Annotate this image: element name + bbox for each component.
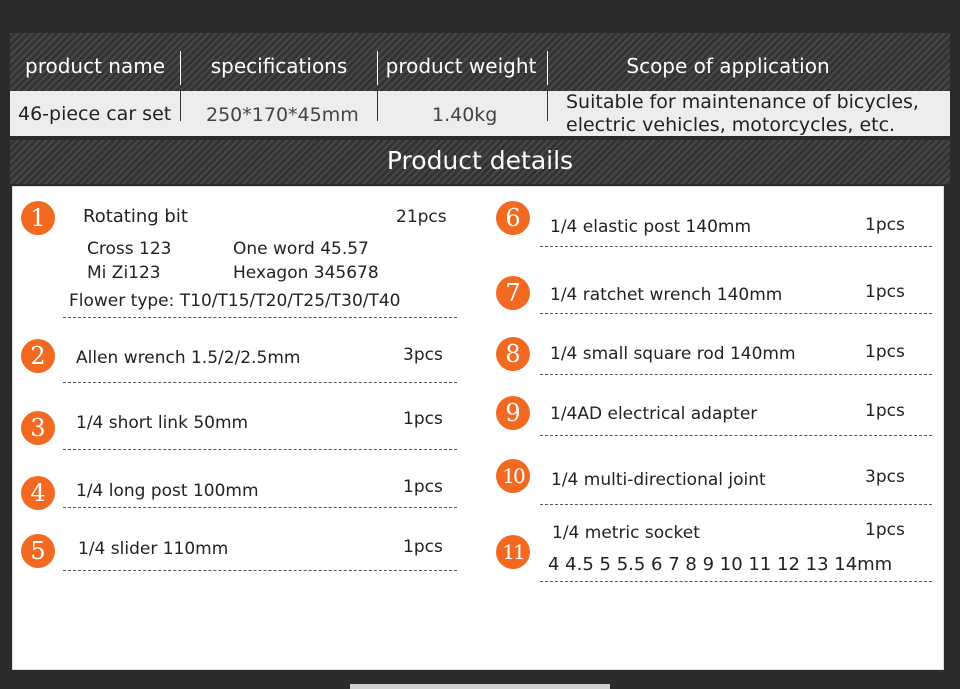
item-name: 1/4 slider 110mm: [78, 539, 229, 559]
item-extra: 4 4.5 5 5.5 6 7 8 9 10 11 12 13 14mm: [548, 554, 893, 575]
item-number-badge: 4: [21, 476, 55, 510]
item-qty: 1pcs: [403, 477, 443, 497]
item-name: 1/4 multi-directional joint: [551, 470, 766, 490]
value-specifications: 250*170*45mm: [206, 104, 359, 126]
scope-line-1: Suitable for maintenance of bicycles,: [566, 91, 919, 113]
item-name: Allen wrench 1.5/2/2.5mm: [76, 348, 301, 368]
header-product-name: product name: [25, 54, 165, 78]
item-sub: Hexagon 345678: [233, 263, 379, 283]
dashed-separator: [63, 570, 457, 571]
header-product-weight: product weight: [385, 54, 537, 78]
item-number-badge: 8: [496, 337, 530, 371]
item-number-badge: 6: [496, 201, 530, 235]
item-qty: 21pcs: [396, 207, 447, 227]
item-name: 1/4AD electrical adapter: [550, 404, 758, 424]
dashed-separator: [540, 374, 932, 375]
dashed-separator: [63, 317, 457, 318]
item-qty: 1pcs: [403, 537, 443, 557]
item-qty: 1pcs: [865, 282, 905, 302]
dashed-separator: [540, 581, 932, 582]
item-number-badge: 9: [496, 396, 530, 430]
dashed-separator: [540, 246, 932, 247]
divider: [180, 91, 181, 121]
item-number-badge: 7: [496, 276, 530, 310]
item-qty: 3pcs: [865, 467, 905, 487]
item-qty: 1pcs: [865, 342, 905, 362]
item-qty: 1pcs: [865, 520, 905, 540]
bottom-strip: [350, 684, 610, 689]
spec-header-row: [10, 33, 950, 91]
value-product-name: 46-piece car set: [18, 103, 172, 125]
divider: [547, 91, 548, 121]
item-number-badge: 11: [496, 535, 530, 569]
item-number-badge: 1: [21, 201, 55, 235]
divider: [377, 91, 378, 121]
item-number-badge: 5: [21, 534, 55, 568]
header-specifications: specifications: [210, 54, 348, 78]
dashed-separator: [63, 507, 457, 508]
dashed-separator: [63, 382, 457, 383]
item-qty: 1pcs: [403, 409, 443, 429]
details-panel: [12, 186, 944, 670]
item-number-badge: 10: [496, 459, 530, 493]
details-title: Product details: [386, 146, 574, 175]
item-name: 1/4 metric socket: [552, 523, 700, 543]
spec-table: [10, 33, 950, 139]
scope-line-2: electric vehicles, motorcycles, etc.: [566, 114, 896, 136]
dashed-separator: [540, 313, 932, 314]
item-qty: 1pcs: [865, 401, 905, 421]
dashed-separator: [63, 449, 457, 450]
item-sub: Cross 123: [87, 239, 172, 259]
value-scope: [566, 91, 919, 137]
item-name: Rotating bit: [83, 206, 188, 227]
item-number-badge: 2: [21, 339, 55, 373]
item-sub: One word 45.57: [233, 239, 369, 259]
item-name: 1/4 small square rod 140mm: [550, 344, 796, 364]
item-name: 1/4 elastic post 140mm: [550, 217, 752, 237]
header-scope: Scope of application: [626, 54, 830, 78]
dashed-separator: [540, 504, 932, 505]
item-name: 1/4 ratchet wrench 140mm: [550, 285, 783, 305]
item-number-badge: 3: [21, 411, 55, 445]
item-extra: Flower type: T10/T15/T20/T25/T30/T40: [69, 291, 401, 311]
spec-value-row: [10, 91, 950, 139]
value-product-weight: 1.40kg: [432, 104, 498, 126]
details-header-bar: [10, 140, 950, 184]
item-qty: 3pcs: [403, 345, 443, 365]
dashed-separator: [540, 435, 932, 436]
item-name: 1/4 short link 50mm: [76, 413, 249, 433]
item-sub: Mi Zi123: [87, 263, 161, 283]
item-qty: 1pcs: [865, 215, 905, 235]
item-name: 1/4 long post 100mm: [76, 481, 259, 501]
